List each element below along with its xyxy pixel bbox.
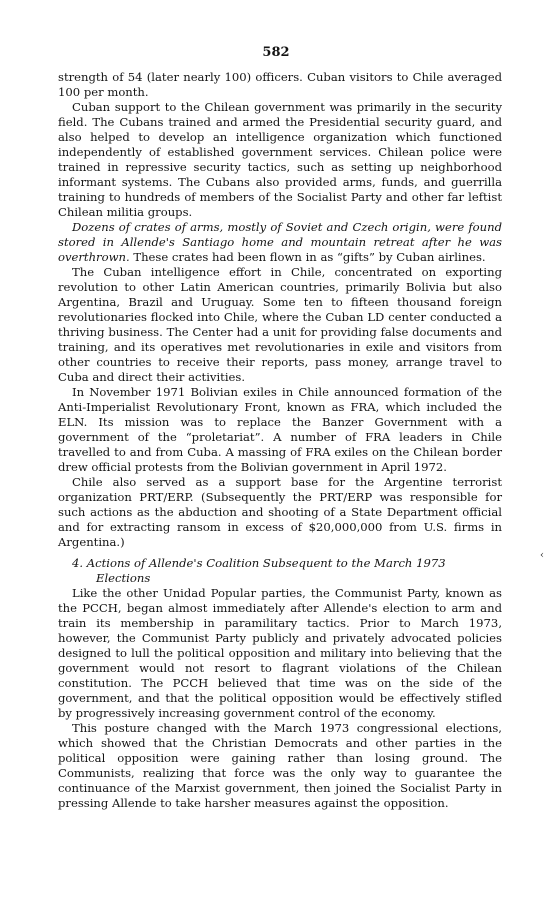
paragraph: Cuban support to the Chilean government was primarily in the security field. The Cubans trained and armed the Presidential security guard, and also helped to develop an intelligence organization which functioned independently of established government services. Chilean police were trained in repressive security tactics, such as setting up neighborhood informant systems. The Cubans also provided arms, funds, and guerrilla training to hundreds of members of the Socialist Party and other far leftist Chilean militia groups.	[58, 100, 502, 219]
paragraph: strength of 54 (later nearly 100) officers. Cuban visitors to Chile averaged 100 per month.	[58, 70, 502, 99]
section-heading	[58, 556, 502, 586]
margin-mark: ‹	[540, 550, 544, 561]
paragraph: Like the other Unidad Popular parties, the Communist Party, known as the PCCH, began almost immediately after Allende's election to arm and train its membership in paramilitary tactics. Prior to March 1973, however, the Communist Party publicly and privately advocated policies designed to lull the political opposition and military into believing that the government would not resort to flagrant violations of the Chilean constitution. The PCCH believed that time was on the side of the government, and that the political opposition would be effectively stifled by progressively increasing government control of the economy.	[58, 586, 502, 720]
section-heading-line: Elections	[96, 571, 151, 585]
paragraph: This posture changed with the March 1973 congressional elections, which showed that the Christian Democrats and other parties in the political opposition were gaining rather than losing ground. The Communists, realizing that force was the only way to guarantee the continuance of the Marxist government, then joined the Socialist Party in pressing Allende to take harsher measures against the opposition.	[58, 721, 502, 810]
section-heading-line: 4. Actions of Allende's Coalition Subsequent to the March 1973	[72, 556, 446, 570]
paragraph	[58, 220, 502, 265]
paragraph: Chile also served as a support base for the Argentine terrorist organization PRT/ERP. (Subsequently the PRT/ERP was responsible for such actions as the abduction and shooting of a State Department official and for extracting ransom in excess of $20,000,000 from U.S. firms in Argentina.)	[58, 475, 502, 549]
paragraph-text: These crates had been flown in as “gifts” by Cuban airlines.	[129, 250, 486, 264]
page-number: 582	[262, 45, 290, 60]
paragraph: In November 1971 Bolivian exiles in Chile announced formation of the Anti-Imperialist Revolutionary Front, known as FRA, which included the ELN. Its mission was to replace the Banzer Government with a government of the “proletariat”. A number of FRA leaders in Chile travelled to and from Cuba. A massing of FRA exiles on the Chilean border drew official protests from the Bolivian government in April 1972.	[58, 385, 502, 474]
paragraph: The Cuban intelligence effort in Chile, concentrated on exporting revolution to other Latin American countries, primarily Bolivia but also Argentina, Brazil and Uruguay. Some ten to fifteen thousand foreign revolutionaries flocked into Chile, where the Cuban LD center conducted a thriving business. The Center had a unit for providing false documents and training, and its operatives met revolutionaries in exile and visitors from other countries to receive their reports, pass money, arrange travel to Cuba and direct their activities.	[58, 265, 502, 384]
italic-emphasis: Dozens of crates of arms, mostly of Soviet and Czech origin, were found stored in Allende's Santiago home and mountain retreat after he was overthrown.	[58, 220, 502, 264]
body-text	[58, 70, 502, 811]
